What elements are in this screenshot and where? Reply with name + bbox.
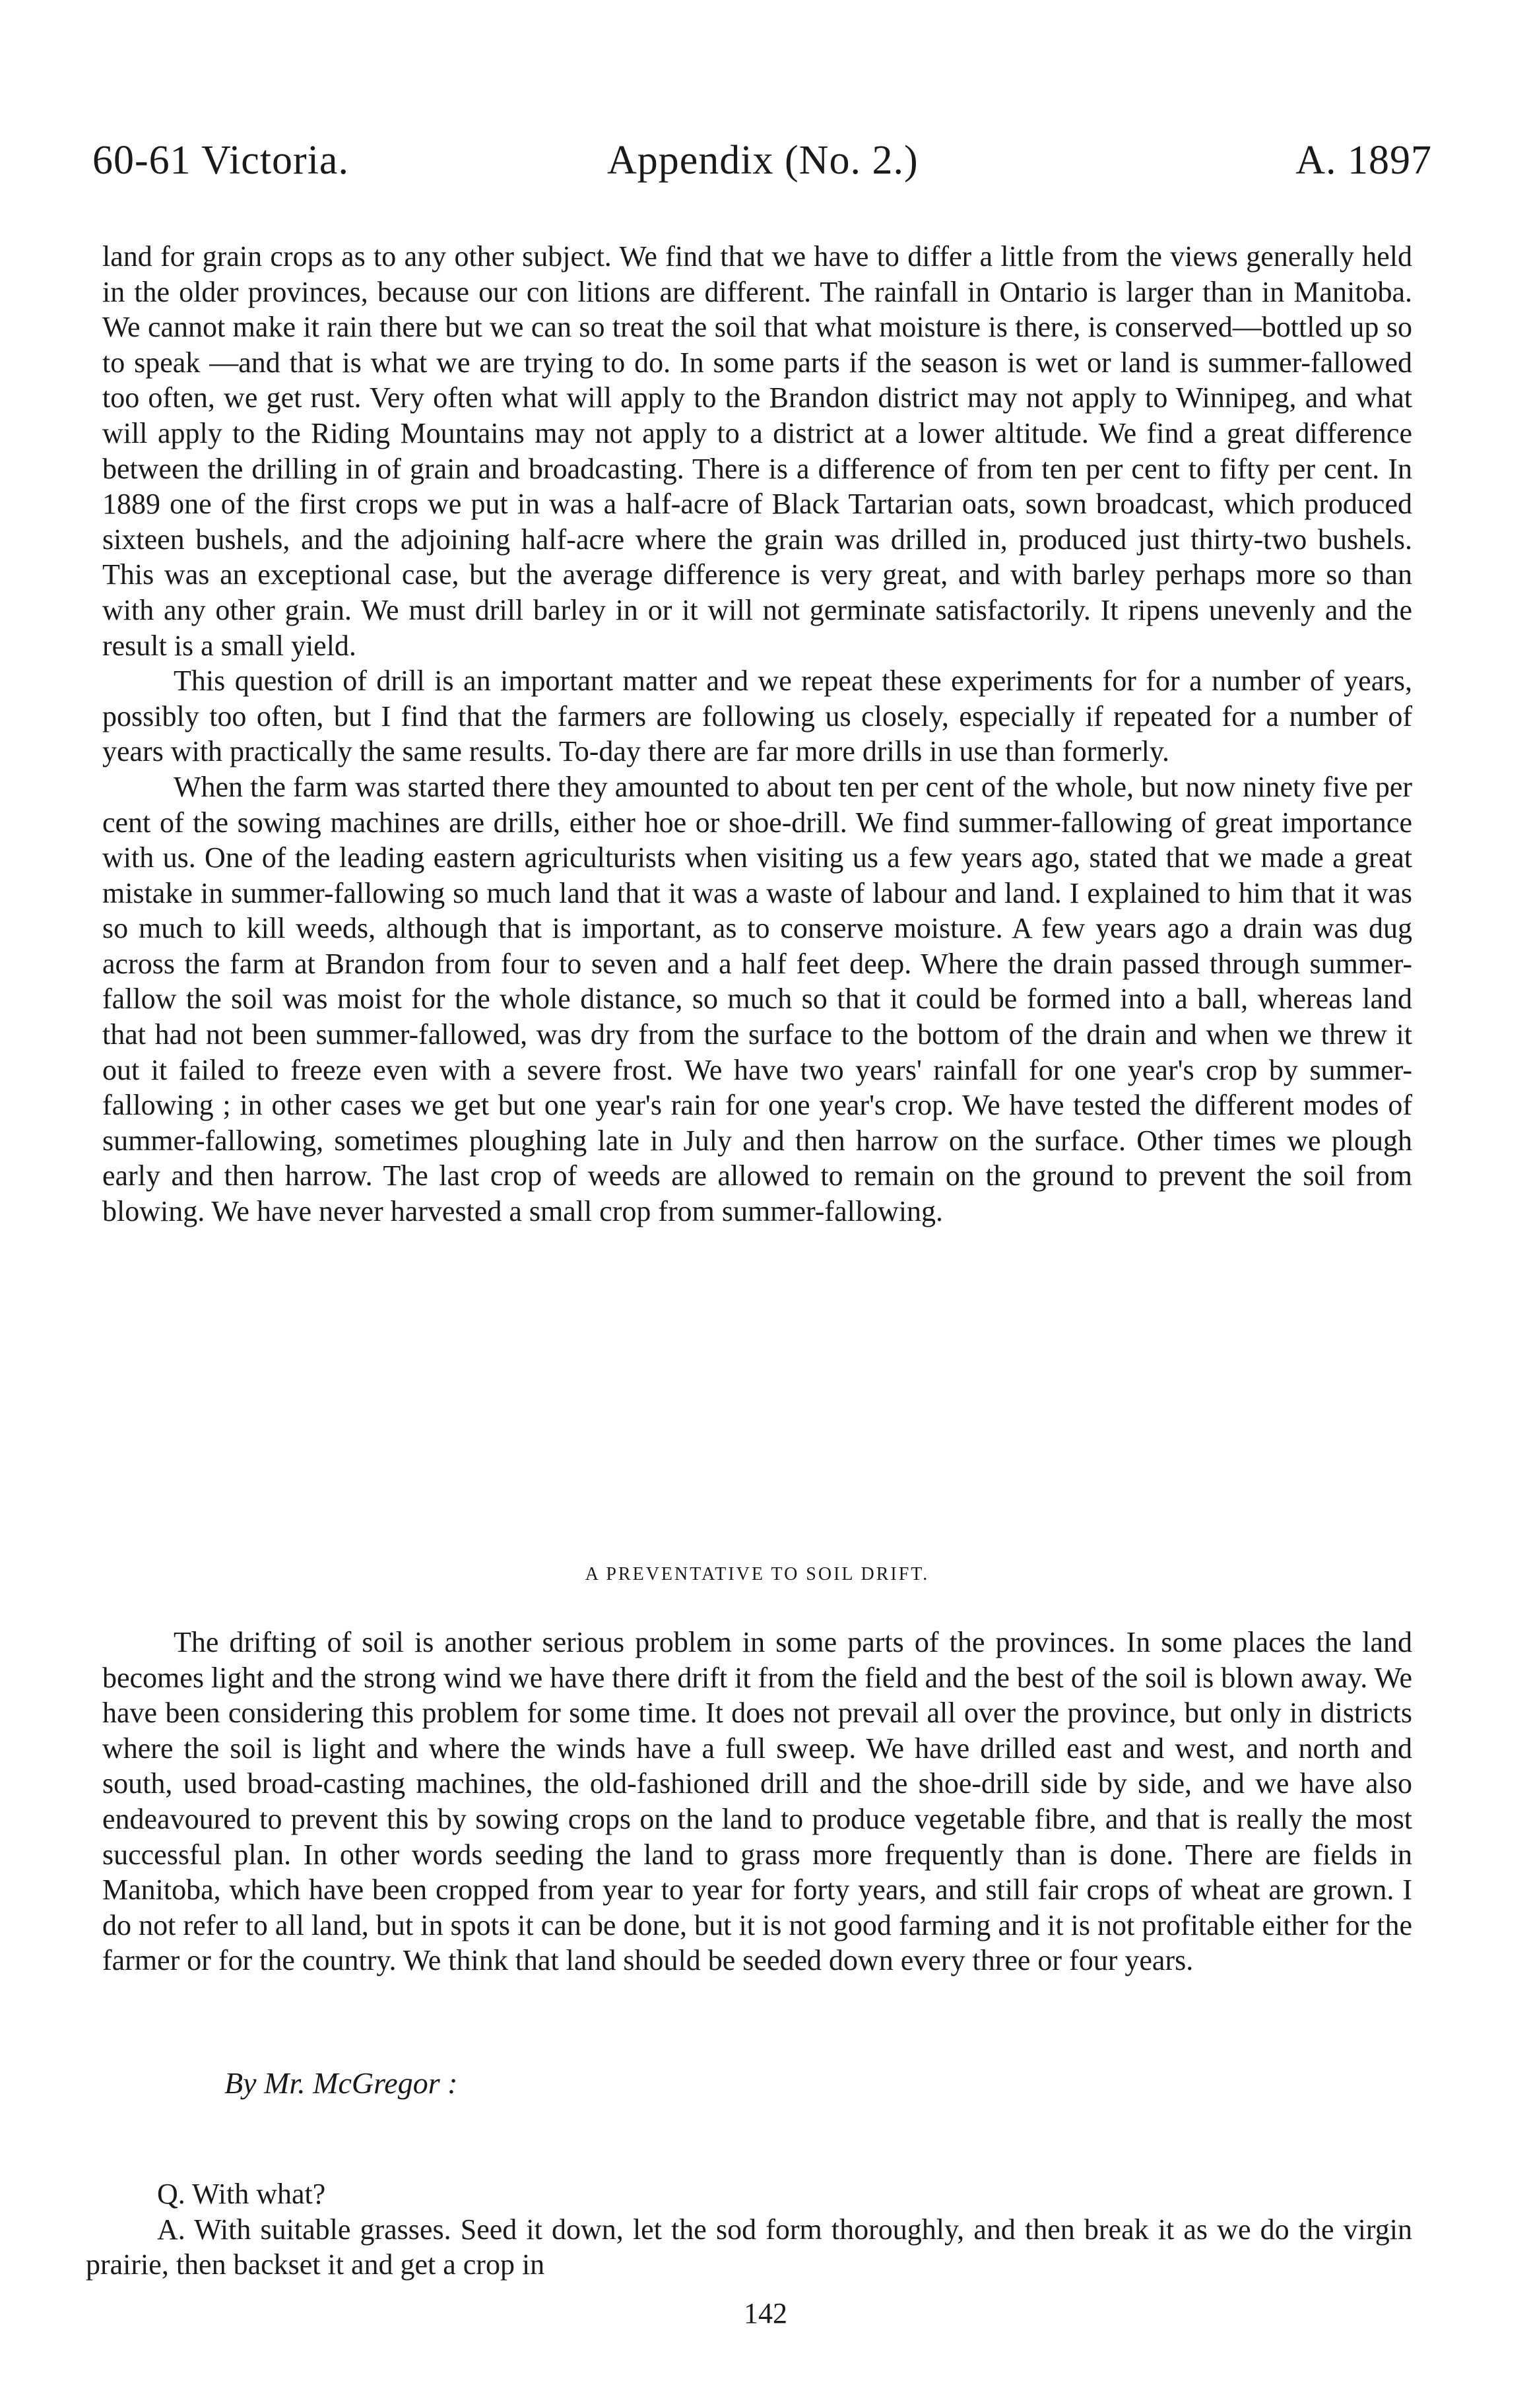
question: Q. With what? xyxy=(157,2178,326,2210)
answer: A. With suitable grasses. Seed it down, let the sod form thoroughly, and then break it as we do the virgin prairie, then backset it and get a crop in xyxy=(86,2213,1412,2281)
page-number: 142 xyxy=(744,2297,787,2329)
paragraph: land for grain crops as to any other subject. We find that we have to differ a little from the views generally held in the older provinces, because our con litions are different. The rainfall in Ontario is larger than in Manitoba. We cannot make it rain there but we can so treat the soil that what moisture is there, is conserved—bottled up so to speak —and that is what we are trying to do. In some parts if the season is wet or land is summer-fallowed too often, we get rust. Very often what will apply to the Brandon district may not apply to Winnipeg, and what will apply to the Riding Mountains may not apply to a district at a lower altitude. We find a great difference between the drilling in of grain and broadcasting. There is a difference of from ten per cent to fifty per cent. In 1889 one of the first crops we put in was a half-acre of Black Tartarian oats, sown broadcast, which produced sixteen bushels, and the adjoining half-acre where the grain was drilled in, produced just thirty-two bushels. This was an exceptional case, but the average difference is very great, and with barley perhaps more so than with any other grain. We must drill barley in or it will not germinate satisfactorily. It ripens unevenly and the result is a small yield. xyxy=(102,240,1412,662)
paragraph: The drifting of soil is another serious problem in some parts of the provinces. In some places the land becomes light and the strong wind we have there drift it from the field and the best of the soil is blown away. We have been considering this problem for some time. It does not prevail all over the province, but only in districts where the soil is light and where the winds have a full sweep. We have drilled east and west, and north and south, used broad-casting machines, the old-fashioned drill and the shoe-drill side by side, and we have also endeavoured to prevent this by sowing crops on the land to produce vegetable fibre, and that is really the most successful plan. In other words seeding the land to grass more frequently than is done. There are fields in Manitoba, which have been cropped from year to year for forty years, and still fair crops of wheat are grown. I do not refer to all land, but in spots it can be done, but it is not good farming and it is not profitable either for the farmer or for the country. We think that land should be seeded down every three or four years. xyxy=(102,1626,1412,1977)
header-year: A. 1897 xyxy=(1295,138,1432,183)
paragraph: When the farm was started there they amounted to about ten per cent of the whole, but now ninety five per cent of the sowing machines are drills, either hoe or shoe-drill. We find summer-fallowing of great importance with us. One of the leading eastern agriculturists when visiting us a few years ago, stated that we made a great mistake in summer-fallowing so much land that it was a waste of labour and land. I explained to him that it was so much to kill weeds, although that is important, as to conserve moisture. A few years ago a drain was dug across the farm at Brandon from four to seven and a half feet deep. Where the drain passed through summer-fallow the soil was moist for the whole distance, so much so that it could be formed into a ball, whereas land that had not been summer-fallowed, was dry from the surface to the bottom of the drain and when we threw it out it failed to freeze even with a severe frost. We have two years' rainfall for one year's crop by summer-fallowing ; in other cases we get but one year's rain for one year's crop. We have tested the different modes of summer-fallowing, sometimes ploughing late in July and then harrow on the surface. Other times we plough early and then harrow. The last crop of weeds are allowed to remain on the ground to prevent the soil from blowing. We have never harvested a small crop from summer-fallowing. xyxy=(102,770,1412,1228)
header-session: 60-61 Victoria. xyxy=(92,138,349,183)
question-answer xyxy=(86,2176,1412,2283)
page-header xyxy=(92,137,1432,197)
paragraph: This question of drill is an important matter and we repeat these experiments for for a number of years, possibly too often, but I find that the farmers are following us closely, especially if repeated for a number of years with practically the same results. To-day there are far more drills in use than formerly. xyxy=(102,665,1412,768)
body-text-part2 xyxy=(102,1625,1412,1978)
header-appendix: Appendix (No. 2.) xyxy=(607,138,919,183)
section-heading: A PREVENTATIVE TO SOIL DRIFT. xyxy=(585,1564,930,1584)
speaker-line: By Mr. McGregor : xyxy=(224,2066,458,2100)
body-text-part1 xyxy=(102,239,1412,1229)
